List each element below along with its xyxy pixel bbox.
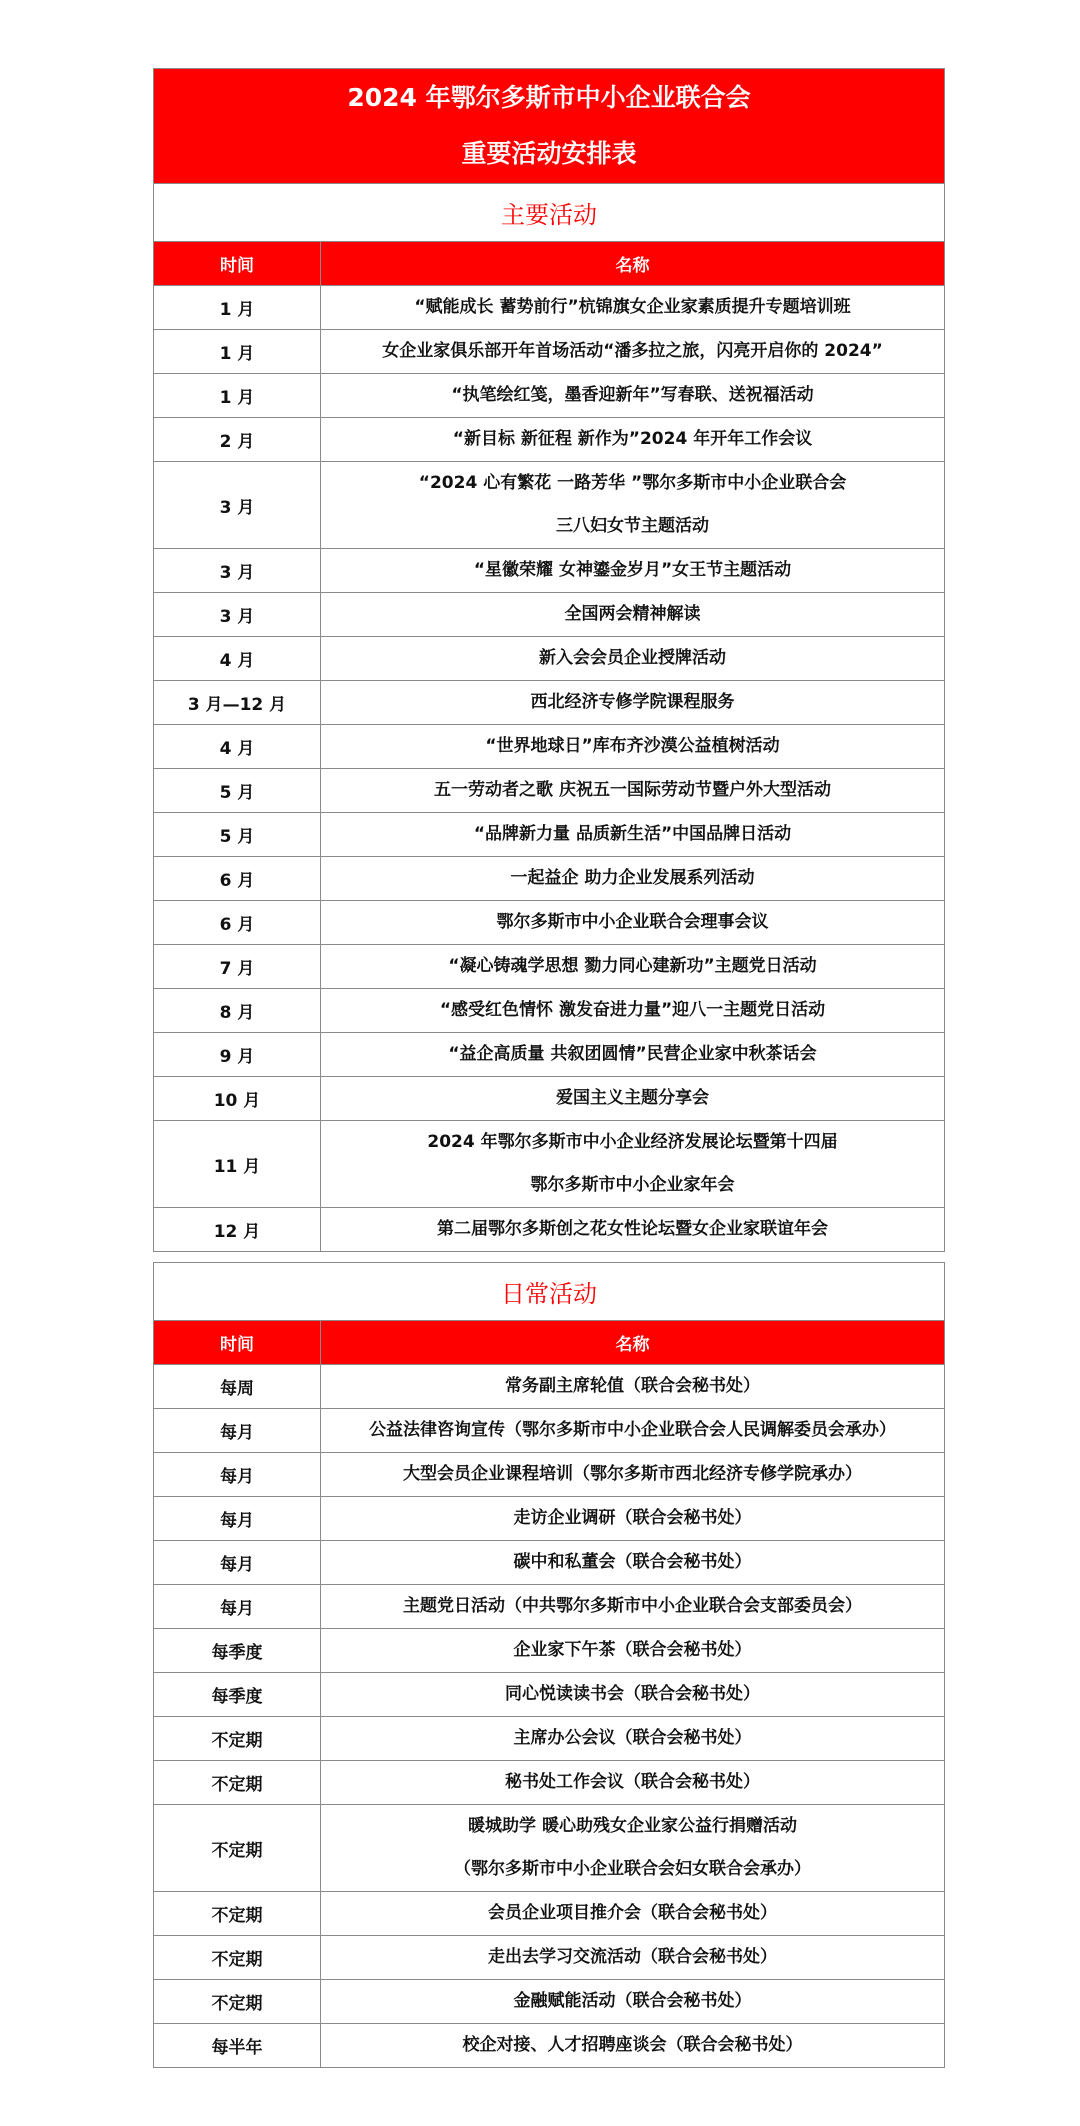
row-activity-name (321, 1497, 945, 1541)
row-time: 6 月 (154, 901, 321, 945)
table-row (154, 945, 945, 989)
row-activity-name (321, 1541, 945, 1585)
row-time: 12 月 (154, 1208, 321, 1252)
activity-name-line: （鄂尔多斯市中小企业联合会妇女联合会承办） (454, 1859, 811, 1879)
row-activity-name (321, 1365, 945, 1409)
activity-name-line: “益企高质量 共叙团圆情”民营企业家中秋茶话会 (448, 1044, 817, 1064)
row-time: 5 月 (154, 769, 321, 813)
table-row (154, 2024, 945, 2068)
table-row (154, 330, 945, 374)
activity-name-line: “品牌新力量 品质新生活”中国品牌日活动 (473, 824, 792, 844)
activity-name-line: 暖城助学 暖心助残女企业家公益行捐赠活动 (468, 1816, 797, 1836)
table-row (154, 1541, 945, 1585)
table-row (154, 1805, 945, 1892)
activity-name-line: 走出去学习交流活动（联合会秘书处） (488, 1947, 777, 1967)
row-activity-name (321, 549, 945, 593)
table-row (154, 462, 945, 549)
row-time: 3 月 (154, 593, 321, 637)
activity-name-line: 2024 年鄂尔多斯市中小企业经济发展论坛暨第十四届 (427, 1132, 838, 1152)
row-activity-name (321, 1033, 945, 1077)
table-row (154, 1892, 945, 1936)
activity-name-line: 五一劳动者之歌 庆祝五一国际劳动节暨户外大型活动 (434, 780, 831, 800)
row-time: 不定期 (154, 1761, 321, 1805)
row-time: 每月 (154, 1453, 321, 1497)
table-row (154, 1365, 945, 1409)
row-time: 不定期 (154, 1805, 321, 1892)
table-row (154, 1936, 945, 1980)
row-activity-name (321, 1208, 945, 1252)
column-header-time: 时间 (154, 242, 321, 286)
row-activity-name (321, 286, 945, 330)
row-time: 每月 (154, 1585, 321, 1629)
row-activity-name (321, 1673, 945, 1717)
row-time: 1 月 (154, 330, 321, 374)
activity-name-line: 三八妇女节主题活动 (556, 516, 709, 536)
table-row (154, 681, 945, 725)
row-time: 每季度 (154, 1673, 321, 1717)
row-time: 5 月 (154, 813, 321, 857)
row-activity-name (321, 1077, 945, 1121)
table-row (154, 769, 945, 813)
row-time: 不定期 (154, 1936, 321, 1980)
row-time: 6 月 (154, 857, 321, 901)
row-activity-name (321, 681, 945, 725)
activity-name-line: 全国两会精神解读 (564, 604, 701, 624)
row-time: 4 月 (154, 637, 321, 681)
row-time: 3 月 (154, 462, 321, 549)
row-activity-name (321, 418, 945, 462)
table-row (154, 593, 945, 637)
table-row (154, 1761, 945, 1805)
table-row (154, 1453, 945, 1497)
activity-name-line: 爱国主义主题分享会 (556, 1088, 709, 1108)
activity-name-line: 秘书处工作会议（联合会秘书处） (505, 1772, 760, 1792)
activity-name-line: 西北经济专修学院课程服务 (530, 692, 735, 712)
row-time: 9 月 (154, 1033, 321, 1077)
table-row (154, 637, 945, 681)
table-row (154, 1033, 945, 1077)
table-header-row (154, 242, 945, 286)
activity-name-line: “执笔绘红笺，墨香迎新年”写春联、送祝福活动 (451, 385, 814, 405)
table-row (154, 549, 945, 593)
row-time: 10 月 (154, 1077, 321, 1121)
activity-name-line: 大型会员企业课程培训（鄂尔多斯市西北经济专修学院承办） (403, 1464, 862, 1484)
row-activity-name (321, 374, 945, 418)
table-row (154, 1409, 945, 1453)
row-time: 每月 (154, 1541, 321, 1585)
activity-name-line: 常务副主席轮值（联合会秘书处） (505, 1376, 760, 1396)
activity-name-line: 校企对接、人才招聘座谈会（联合会秘书处） (462, 2035, 803, 2055)
row-activity-name (321, 1980, 945, 2024)
row-activity-name (321, 1761, 945, 1805)
activity-name-line: “2024 心有繁花 一路芳华 ”鄂尔多斯市中小企业联合会 (418, 473, 847, 493)
row-activity-name (321, 1892, 945, 1936)
main-activities-table (153, 68, 945, 1252)
table-row (154, 901, 945, 945)
row-time: 每季度 (154, 1629, 321, 1673)
activity-name-line: 碳中和私董会（联合会秘书处） (513, 1552, 752, 1572)
activity-name-line: 鄂尔多斯市中小企业联合会理事会议 (496, 912, 769, 932)
activity-name-line: 金融赋能活动（联合会秘书处） (513, 1991, 752, 2011)
activity-name-line: 鄂尔多斯市中小企业家年会 (530, 1175, 735, 1195)
table-row (154, 857, 945, 901)
table-row (154, 1208, 945, 1252)
row-time: 1 月 (154, 374, 321, 418)
table-row (154, 1497, 945, 1541)
table-header-row (154, 1321, 945, 1365)
table-row (154, 989, 945, 1033)
activity-name-line: “星徽荣耀 女神鎏金岁月”女王节主题活动 (473, 560, 792, 580)
activity-name-line: 第二届鄂尔多斯创之花女性论坛暨女企业家联谊年会 (437, 1219, 828, 1239)
row-activity-name (321, 725, 945, 769)
row-time: 11 月 (154, 1121, 321, 1208)
activity-name-line: 一起益企 助力企业发展系列活动 (510, 868, 755, 888)
table-row (154, 1077, 945, 1121)
row-time: 4 月 (154, 725, 321, 769)
table-row (154, 1121, 945, 1208)
row-time: 每月 (154, 1497, 321, 1541)
row-time: 不定期 (154, 1892, 321, 1936)
row-time: 1 月 (154, 286, 321, 330)
row-time: 不定期 (154, 1980, 321, 2024)
row-activity-name (321, 1936, 945, 1980)
section-heading-row (154, 184, 945, 242)
activity-name-line: 会员企业项目推介会（联合会秘书处） (488, 1903, 777, 1923)
row-time: 3 月 (154, 549, 321, 593)
table-row (154, 725, 945, 769)
row-activity-name (321, 1717, 945, 1761)
table-row (154, 418, 945, 462)
activity-name-line: 主题党日活动（中共鄂尔多斯市中小企业联合会支部委员会） (403, 1596, 862, 1616)
activity-name-line: “新目标 新征程 新作为”2024 年开年工作会议 (452, 429, 813, 449)
row-time: 每半年 (154, 2024, 321, 2068)
document-title: 2024 年鄂尔多斯市中小企业联合会 (347, 83, 751, 112)
row-time: 7 月 (154, 945, 321, 989)
activity-name-line: 新入会会员企业授牌活动 (539, 648, 726, 668)
column-header-time: 时间 (154, 1321, 321, 1365)
row-time: 3 月—12 月 (154, 681, 321, 725)
activity-name-line: “凝心铸魂学思想 勠力同心建新功”主题党日活动 (448, 956, 817, 976)
table-row (154, 1980, 945, 2024)
row-activity-name (321, 1629, 945, 1673)
column-header-name: 名称 (321, 242, 945, 286)
row-activity-name (321, 1453, 945, 1497)
section-heading-daily: 日常活动 (154, 1263, 945, 1321)
table-row (154, 813, 945, 857)
activity-name-line: 同心悦读读书会（联合会秘书处） (505, 1684, 760, 1704)
activity-name-line: 企业家下午茶（联合会秘书处） (513, 1640, 752, 1660)
column-header-name: 名称 (321, 1321, 945, 1365)
title-banner (154, 69, 945, 184)
row-time: 不定期 (154, 1717, 321, 1761)
row-activity-name (321, 1805, 945, 1892)
row-activity-name (321, 462, 945, 549)
daily-activities-table (153, 1262, 945, 2068)
table-row (154, 1717, 945, 1761)
table-row (154, 1629, 945, 1673)
section-heading-main: 主要活动 (154, 184, 945, 242)
row-activity-name (321, 1121, 945, 1208)
row-activity-name (321, 1585, 945, 1629)
row-activity-name (321, 813, 945, 857)
table-row (154, 374, 945, 418)
row-activity-name (321, 769, 945, 813)
activity-name-line: 走访企业调研（联合会秘书处） (513, 1508, 752, 1528)
section-heading-row (154, 1263, 945, 1321)
row-time: 每月 (154, 1409, 321, 1453)
activity-name-line: 主席办公会议（联合会秘书处） (513, 1728, 752, 1748)
row-activity-name (321, 857, 945, 901)
activity-name-line: “世界地球日”库布齐沙漠公益植树活动 (485, 736, 780, 756)
activity-name-line: 女企业家俱乐部开年首场活动“潘多拉之旅，闪亮开启你的 2024” (382, 341, 883, 361)
table-row (154, 1673, 945, 1717)
activity-name-line: 公益法律咨询宣传（鄂尔多斯市中小企业联合会人民调解委员会承办） (369, 1420, 896, 1440)
activity-name-line: “赋能成长 蓄势前行”杭锦旗女企业家素质提升专题培训班 (414, 297, 851, 317)
row-time: 2 月 (154, 418, 321, 462)
row-time: 每周 (154, 1365, 321, 1409)
row-activity-name (321, 637, 945, 681)
document-subtitle: 重要活动安排表 (461, 139, 637, 168)
row-activity-name (321, 2024, 945, 2068)
row-activity-name (321, 593, 945, 637)
activity-name-line: “感受红色情怀 激发奋进力量”迎八一主题党日活动 (439, 1000, 826, 1020)
row-activity-name (321, 330, 945, 374)
row-activity-name (321, 901, 945, 945)
row-activity-name (321, 945, 945, 989)
row-activity-name (321, 989, 945, 1033)
row-activity-name (321, 1409, 945, 1453)
table-row (154, 286, 945, 330)
table-row (154, 1585, 945, 1629)
row-time: 8 月 (154, 989, 321, 1033)
